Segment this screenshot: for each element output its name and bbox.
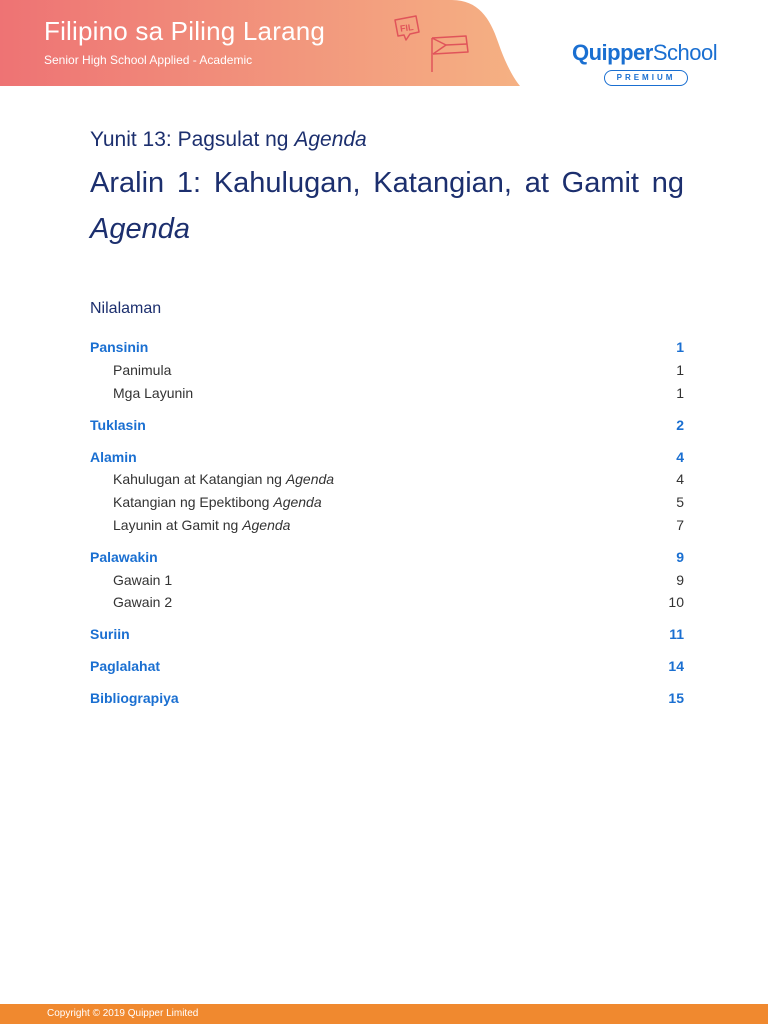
toc-entry[interactable]: Palawakin 9 [90,548,684,565]
toc-heading: Nilalaman [90,300,162,317]
course-title: Filipino sa Piling Larang [44,16,326,46]
toc-entry[interactable]: Bibliograpiya 15 [90,689,684,706]
premium-badge: PREMIUM [604,70,688,86]
fil-badge-text: FIL [399,22,415,34]
toc-entry[interactable]: Katangian ng Epektibong Agenda 5 [113,494,684,511]
toc-entry[interactable]: Panimula 1 [113,362,684,379]
logo-wordmark [572,40,717,66]
logo-brand-suffix: School [652,40,718,65]
unit-title: Yunit 13: Pagsulat ng Agenda [90,128,367,151]
toc-entry[interactable]: Mga Layunin 1 [113,384,684,401]
toc-entry[interactable]: Suriin 11 [90,626,684,643]
toc-entry[interactable]: Layunin at Gamit ng Agenda 7 [113,516,684,533]
toc-entry[interactable]: Gawain 1 9 [113,571,684,588]
footer-bar [0,1004,768,1024]
copyright-text: Copyright © 2019 Quipper Limited [47,1008,199,1019]
logo-brand: Quipper [572,40,653,65]
course-subtitle: Senior High School Applied - Academic [44,53,253,67]
quipper-school-logo [572,40,722,90]
toc-entry[interactable]: Pansinin 1 [90,339,684,356]
toc-entry[interactable]: Kahulugan at Katangian ng Agenda 4 [113,471,684,488]
table-of-contents [90,336,684,709]
toc-entry[interactable]: Alamin 4 [90,448,684,465]
header-banner [0,0,520,86]
fil-flag-icon [392,12,472,76]
toc-entry[interactable]: Paglalahat 14 [90,657,684,674]
lesson-title: Aralin 1: Kahulugan, Katangian, at Gamit ng Agenda [90,167,684,245]
toc-entry[interactable]: Gawain 2 10 [113,594,684,611]
toc-entry[interactable]: Tuklasin 2 [90,416,684,433]
